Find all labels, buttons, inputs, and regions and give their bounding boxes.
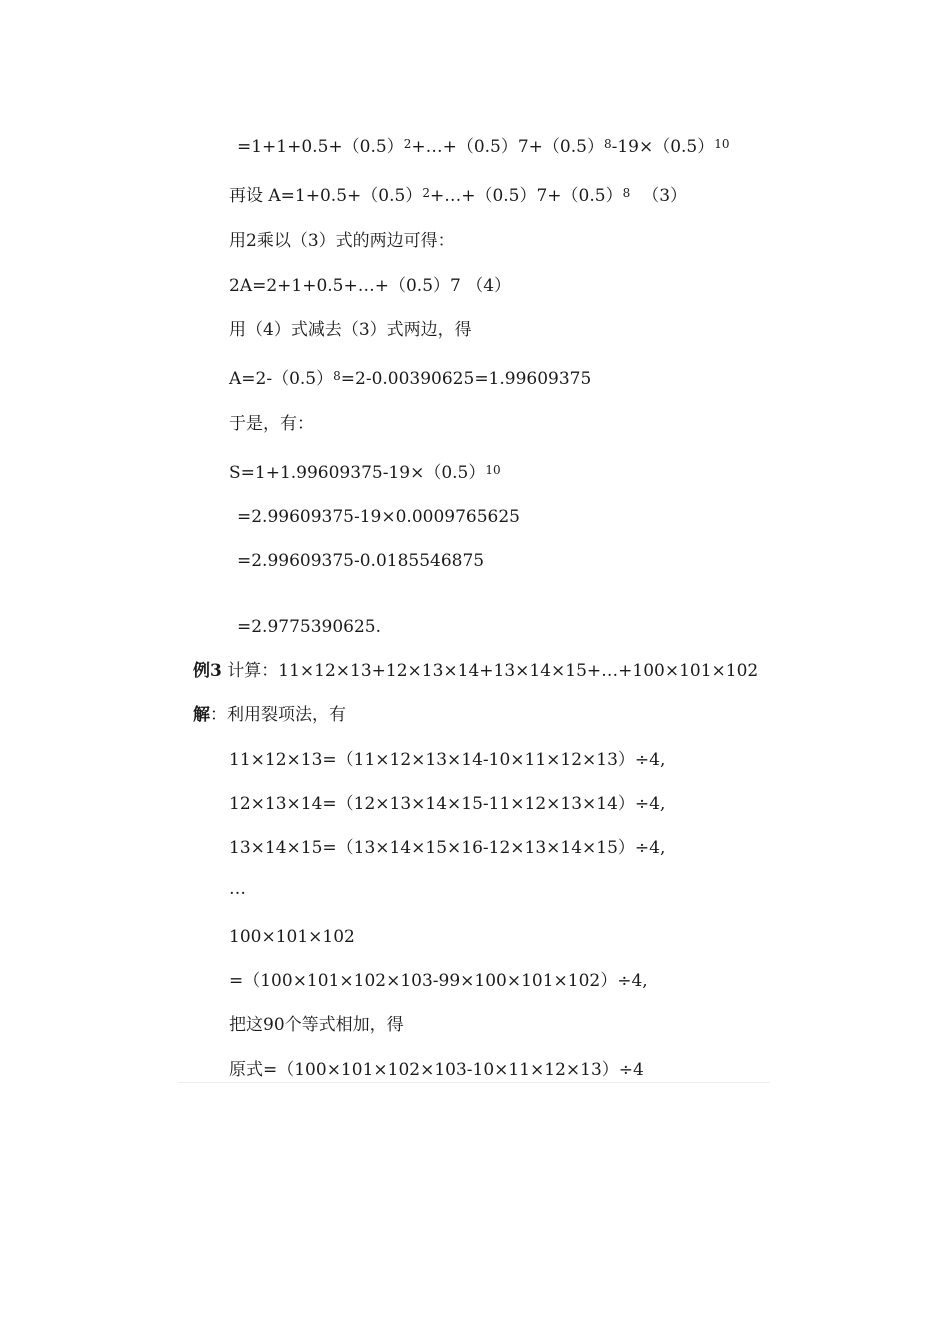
equation-line-1: $=1+1+0.5+(0.5)^2+\dots+(0.5)7+(0.5)^8-19\times(0.5)^{10}$ — [237, 137, 730, 157]
equation-line-11: =2.9775390625. — [237, 617, 382, 637]
solution-label: 解 — [193, 705, 210, 725]
example-label: 例3 — [193, 661, 222, 681]
equation-line-10: =2.99609375-0.0185546875 — [237, 551, 485, 571]
equation-line-9: =2.99609375-19×0.0009765625 — [237, 507, 520, 527]
solution-heading: 解：利用裂项法，有 — [193, 705, 346, 725]
equation-line-21: 原式=（100×101×102×103-10×11×12×13）÷4 — [229, 1060, 644, 1080]
equation-line-15: 12×13×14=（12×13×14×15-11×12×13×14）÷4, — [229, 794, 666, 814]
example-3-heading: 例3 计算：11×12×13+12×13×14+13×14×15+…+100×101×102 — [193, 661, 759, 681]
text-line-7: 于是，有： — [229, 414, 314, 434]
equation-line-4: 2A=2+1+0.5+…+（0.5）7 （4） — [229, 276, 512, 296]
equation-line-14: 11×12×13=（11×12×13×14-10×11×12×13）÷4, — [229, 750, 666, 770]
equation-line-2: 再设 $A=1+0.5+(0.5)^2+\dots+(0.5)7+(0.5)^8$ （3） — [229, 186, 688, 206]
equation-line-8: $S=1+1.99609375-19\times(0.5)^{10}$ — [229, 463, 501, 483]
text-line-5: 用（4）式减去（3）式两边，得 — [229, 320, 472, 340]
equation-line-16: 13×14×15=（13×14×15×16-12×13×14×15）÷4, — [229, 838, 666, 858]
text-line-20: 把这90个等式相加，得 — [229, 1015, 404, 1035]
equation-line-18: 100×101×102 — [229, 927, 355, 947]
equation-line-19: =（100×101×102×103-99×100×101×102）÷4, — [229, 971, 648, 991]
equation-line-6: $A=2-(0.5)^8=2-0.00390625=1.99609375$ — [229, 369, 592, 389]
ellipsis-line: … — [229, 879, 246, 899]
text-line-3: 用2乘以（3）式的两边可得： — [229, 231, 455, 251]
bottom-rule — [178, 1082, 770, 1083]
